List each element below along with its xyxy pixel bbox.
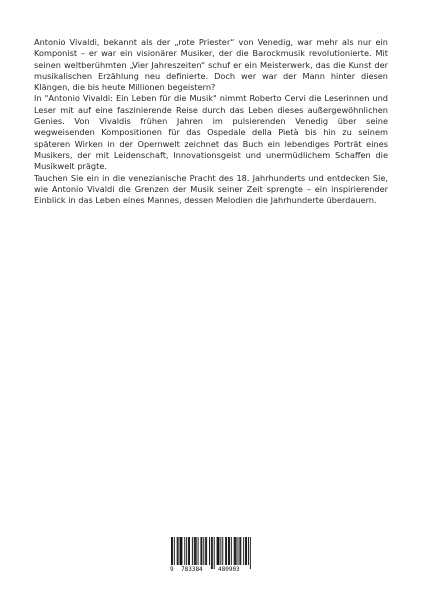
barcode-bar <box>184 537 185 565</box>
barcode-bar <box>229 537 230 565</box>
barcode-bar <box>186 537 187 565</box>
barcode-bar <box>220 537 221 565</box>
barcode-bar <box>240 537 241 565</box>
barcode-bar <box>238 537 239 565</box>
barcode-bar <box>222 537 223 565</box>
isbn-barcode <box>167 536 255 576</box>
barcode-bar <box>245 537 246 565</box>
isbn-digits-left: 783384 <box>181 566 203 573</box>
isbn-number <box>167 565 255 575</box>
barcode-bar <box>195 537 196 565</box>
barcode-bar <box>228 537 229 565</box>
barcode-bar <box>203 537 204 565</box>
barcode-bar <box>177 537 178 565</box>
barcode-bar <box>178 537 179 565</box>
blurb-paragraph-2: In "Antonio Vivaldi: Ein Leben für die Musik" nimmt Roberto Cervi die Leserinnen und Leser mit auf eine faszinierende Reise durch das Leben dieses außergewöhnlichen Genies. Von Vivaldis frühen Jahren im pulsierenden Venedig über seine wegweisenden Kompositionen für das Ospedale della Pietà bis hin zu seinem späteren Wirken in der Opernwelt zeichnet das Buch ein lebendiges Porträt eines Musikers, der mit Leidenschaft, Innovationsgeist und unermüdlichem Schaffen die Musikwelt prägte. <box>34 93 388 172</box>
back-cover-blurb <box>34 37 388 206</box>
barcode-bar <box>236 537 237 565</box>
barcode-bar <box>226 537 227 565</box>
barcode-bar <box>201 537 202 565</box>
barcode-bar <box>194 537 195 565</box>
barcode-bar <box>239 537 240 565</box>
barcode-bar <box>218 537 219 565</box>
barcode-bar <box>181 537 182 565</box>
barcode-bar <box>235 537 236 565</box>
barcode-bar <box>189 537 190 565</box>
barcode-bar <box>181 537 182 565</box>
blurb-paragraph-3: Tauchen Sie ein in die venezianische Pracht des 18. Jahrhunderts und entdecken Sie, wie Antonio Vivaldi die Grenzen der Musik seiner Zeit sprengte – ein inspirierender Einblick in das Leben eines Mannes, dessen Melodien die Jahrhunderte überdauern. <box>34 172 388 206</box>
barcode-bar <box>225 537 226 565</box>
barcode-bar <box>200 537 201 565</box>
barcode-bar <box>205 537 206 565</box>
barcode-bar <box>188 537 189 565</box>
barcode-bar <box>246 537 247 565</box>
barcode-bar <box>206 537 207 565</box>
barcode-bar <box>196 537 197 565</box>
isbn-digit-first: 9 <box>170 566 174 573</box>
barcode-bar <box>234 537 235 565</box>
barcode-bar <box>180 537 181 565</box>
barcode-bar <box>219 537 220 565</box>
isbn-digits-right: 480903 <box>218 566 240 573</box>
barcode-bar <box>231 537 232 565</box>
barcode-bar <box>209 537 210 565</box>
barcode-bar <box>248 537 249 565</box>
barcode-bar <box>217 537 218 565</box>
barcode-bar <box>192 537 193 565</box>
barcode-bar <box>198 537 199 565</box>
blurb-paragraph-1: Antonio Vivaldi, bekannt als der „rote Priester“ von Venedig, war mehr als nur ein Komponist – er war ein visionärer Musiker, der die Barockmusik revolutionierte. Mit seinen weltberühmten „Vier Jahreszeiten“ schuf er ein Meisterwerk, das die Kunst der musikalischen Erzählung neu definierte. Doch wer war der Mann hinter diesen Klängen, die bis heute Millionen begeistern? <box>34 37 388 93</box>
barcode-bar <box>243 537 244 565</box>
